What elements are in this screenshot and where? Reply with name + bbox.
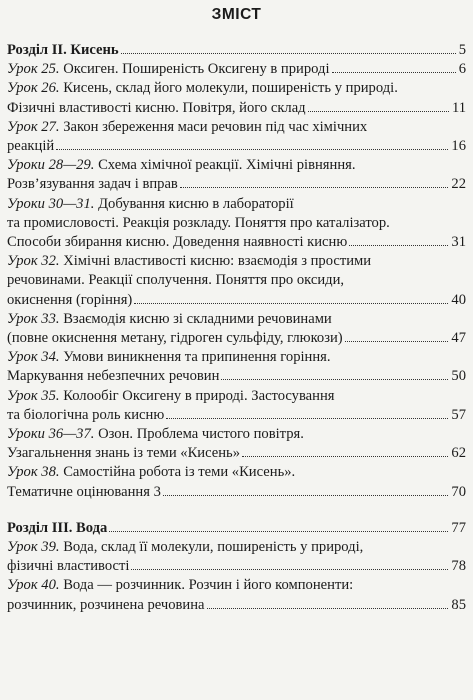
toc-line — [7, 41, 466, 60]
dot-leader — [163, 495, 449, 496]
toc-entry — [7, 576, 466, 614]
toc-line — [7, 175, 466, 194]
page-number: 47 — [451, 330, 466, 347]
lesson-title: Взаємодія кисню зі складними речовинами — [59, 310, 332, 327]
toc-entry — [7, 195, 466, 253]
lesson-title: реакцій — [7, 138, 55, 155]
lesson-title: Розв’язування задач і вправ — [7, 176, 178, 193]
toc-entry — [7, 118, 466, 156]
lesson-label: Урок 35. — [7, 387, 60, 404]
lesson-label: Урок 39. — [7, 539, 60, 556]
toc-line — [7, 329, 466, 348]
lesson-label: Уроки 30—31. — [7, 195, 95, 212]
page-number: 16 — [451, 138, 466, 155]
lesson-title: Способи збирання кисню. Доведення наявності кисню — [7, 234, 348, 251]
page-number: 5 — [458, 42, 466, 58]
toc-entry — [7, 41, 466, 60]
toc-line — [7, 557, 466, 576]
toc-line — [7, 444, 466, 463]
toc-entry — [7, 310, 466, 348]
toc-line — [7, 519, 466, 538]
lesson-title: Закон збереження маси речовин під час хімічних — [59, 118, 368, 135]
lesson-label: Урок 34. — [7, 349, 60, 366]
toc-line — [7, 156, 466, 175]
toc-entry — [7, 79, 466, 117]
dot-leader — [131, 569, 448, 570]
page-number: 11 — [451, 99, 466, 116]
page-title: ЗМІСТ — [211, 6, 262, 23]
toc-entry — [7, 252, 466, 310]
page-number: 50 — [451, 368, 466, 385]
section-title: Розділ II. Кисень — [7, 42, 119, 58]
toc-line — [7, 137, 466, 156]
lesson-title: Колообіг Оксигену в природі. Застосування — [59, 387, 335, 404]
page-number: 62 — [451, 445, 466, 462]
lesson-title: речовинами. Реакції сполучення. Поняття про оксиди, — [7, 272, 345, 289]
toc-line — [7, 463, 466, 482]
lesson-title: Умови виникнення та припинення горіння. — [59, 349, 331, 366]
dot-leader — [221, 379, 448, 380]
dot-leader — [134, 303, 448, 304]
page-number: 57 — [451, 406, 466, 423]
toc-line — [7, 118, 466, 137]
section-title: Розділ III. Вода — [7, 519, 108, 536]
lesson-title: Вода — розчинник. Розчин і його компоненти: — [59, 577, 354, 594]
toc-line — [7, 538, 466, 557]
page-number: 70 — [451, 483, 466, 500]
toc-line — [7, 483, 466, 502]
lesson-title: окиснення (горіння) — [7, 291, 133, 308]
lesson-label: Уроки 36—37. — [7, 426, 95, 443]
toc-line — [7, 99, 466, 118]
lesson-label: Урок 32. — [7, 253, 60, 270]
lesson-label: Урок 26. — [7, 80, 60, 97]
toc-entry — [7, 425, 466, 463]
dot-leader — [308, 111, 449, 112]
page-number: 78 — [451, 558, 466, 575]
dot-leader — [56, 149, 448, 150]
lesson-label: Урок 27. — [7, 118, 60, 135]
toc-line — [7, 596, 466, 615]
lesson-title: Тематичне оцінювання 3 — [7, 483, 161, 500]
toc-line — [7, 195, 466, 214]
dot-leader — [180, 187, 449, 188]
lesson-title: Кисень, склад його молекули, поширеність у природі. — [59, 80, 398, 97]
lesson-label: Урок 33. — [7, 310, 60, 327]
toc-line — [7, 252, 466, 271]
toc-line — [7, 271, 466, 290]
lesson-title: Самостійна робота із теми «Кисень». — [59, 464, 296, 481]
lesson-title: Маркування небезпечних речовин — [7, 368, 220, 385]
toc-entry — [7, 387, 466, 425]
dot-leader — [349, 245, 448, 246]
toc-line — [7, 367, 466, 386]
dot-leader — [121, 53, 456, 54]
lesson-title: Вода, склад її молекули, поширеність у природі, — [59, 539, 364, 556]
toc-line — [7, 348, 466, 367]
toc-line — [7, 387, 466, 406]
dot-leader — [166, 418, 448, 419]
lesson-title: Хімічні властивості кисню: взаємодія з простими — [59, 253, 372, 270]
lesson-title: Оксиген. Поширеність Оксигену в природі — [59, 61, 330, 78]
toc-entry — [7, 60, 466, 79]
dot-leader — [109, 531, 448, 532]
toc-line — [7, 425, 466, 444]
lesson-label: Уроки 28—29. — [7, 157, 95, 174]
dot-leader — [242, 456, 448, 457]
lesson-label: Урок 25. — [7, 61, 60, 78]
lesson-title: Фізичні властивості кисню. Повітря, його склад — [7, 99, 306, 116]
toc-entry — [7, 519, 466, 538]
page-number: 40 — [451, 291, 466, 308]
lesson-title: Добування кисню в лабораторії — [94, 195, 294, 212]
toc-line — [7, 214, 466, 233]
toc-line — [7, 233, 466, 252]
page-number: 6 — [458, 61, 466, 78]
lesson-label: Урок 38. — [7, 464, 60, 481]
page-number: 85 — [451, 596, 466, 613]
page-number: 22 — [451, 176, 466, 193]
toc-line — [7, 60, 466, 79]
toc-line — [7, 406, 466, 425]
page-number: 77 — [451, 519, 466, 536]
lesson-title: фізичні властивості — [7, 558, 130, 575]
lesson-title: Узагальнення знань із теми «Кисень» — [7, 445, 241, 462]
toc-line — [7, 576, 466, 595]
toc-line — [7, 291, 466, 310]
dot-leader — [207, 608, 449, 609]
toc-entry — [7, 463, 466, 501]
dot-leader — [332, 72, 456, 73]
page-number: 31 — [451, 234, 466, 251]
lesson-title: та біологічна роль кисню — [7, 406, 165, 423]
toc-line — [7, 310, 466, 329]
toc-entry — [7, 156, 466, 194]
toc-entry — [7, 348, 466, 386]
lesson-title: розчинник, розчинена речовина — [7, 596, 205, 613]
lesson-title: Озон. Проблема чистого повітря. — [94, 426, 304, 443]
table-of-contents — [7, 41, 466, 615]
lesson-label: Урок 40. — [7, 577, 60, 594]
toc-entry — [7, 538, 466, 576]
lesson-title: та промисловості. Реакція розкладу. Поняття про каталізатор. — [7, 214, 390, 231]
lesson-title: Схема хімічної реакції. Хімічні рівняння. — [94, 157, 356, 174]
dot-leader — [345, 341, 449, 342]
toc-line — [7, 79, 466, 98]
lesson-title: (повне окиснення метану, гідроген сульфіду, глюкози) — [7, 330, 343, 347]
